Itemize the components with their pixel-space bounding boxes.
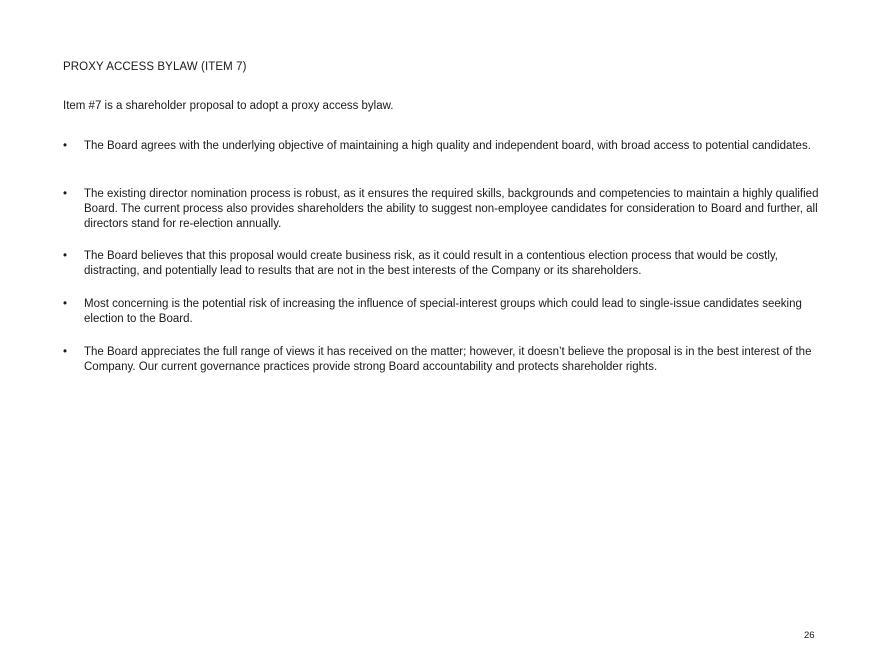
intro-paragraph: Item #7 is a shareholder proposal to adopt a proxy access bylaw. <box>63 100 394 112</box>
bullet-point-icon: • <box>63 188 68 200</box>
page-number: 26 <box>804 630 815 641</box>
bullet-text: The Board believes that this proposal would create business risk, as it could result in a contentious election process that would be costly, distracting, and potentially lead to results that are not in the best interests of the Company or its shareholders. <box>84 250 778 277</box>
bullet-item <box>63 345 823 375</box>
bullet-item <box>63 187 823 249</box>
bullet-point-icon: • <box>63 140 68 152</box>
bullet-point-icon: • <box>63 298 68 310</box>
bullet-item <box>63 139 823 187</box>
bullet-text: The Board agrees with the underlying objective of maintaining a high quality and independent board, with broad access to potential candidates. <box>84 140 811 152</box>
bullet-text: Most concerning is the potential risk of increasing the influence of special-interest groups which could lead to single-issue candidates seeking election to the Board. <box>84 298 802 325</box>
bullet-item <box>63 249 823 297</box>
bullet-point-icon: • <box>63 250 68 262</box>
section-heading: PROXY ACCESS BYLAW (ITEM 7) <box>63 61 247 73</box>
bullet-text: The Board appreciates the full range of views it has received on the matter; however, it doesn’t believe the proposal is in the best interest of the Company. Our current governance practices provide strong Board accountability and protects shareholder rights. <box>84 346 812 373</box>
bullet-text: The existing director nomination process is robust, as it ensures the required skills, backgrounds and competencies to maintain a highly qualified Board. The current process also provides shareholders the ability to suggest non-employee candidates for consideration to Board and further, all directors stand for re-election annually. <box>84 188 819 230</box>
bullet-item <box>63 297 823 345</box>
bullet-point-icon: • <box>63 346 68 358</box>
bullet-list <box>63 139 823 375</box>
